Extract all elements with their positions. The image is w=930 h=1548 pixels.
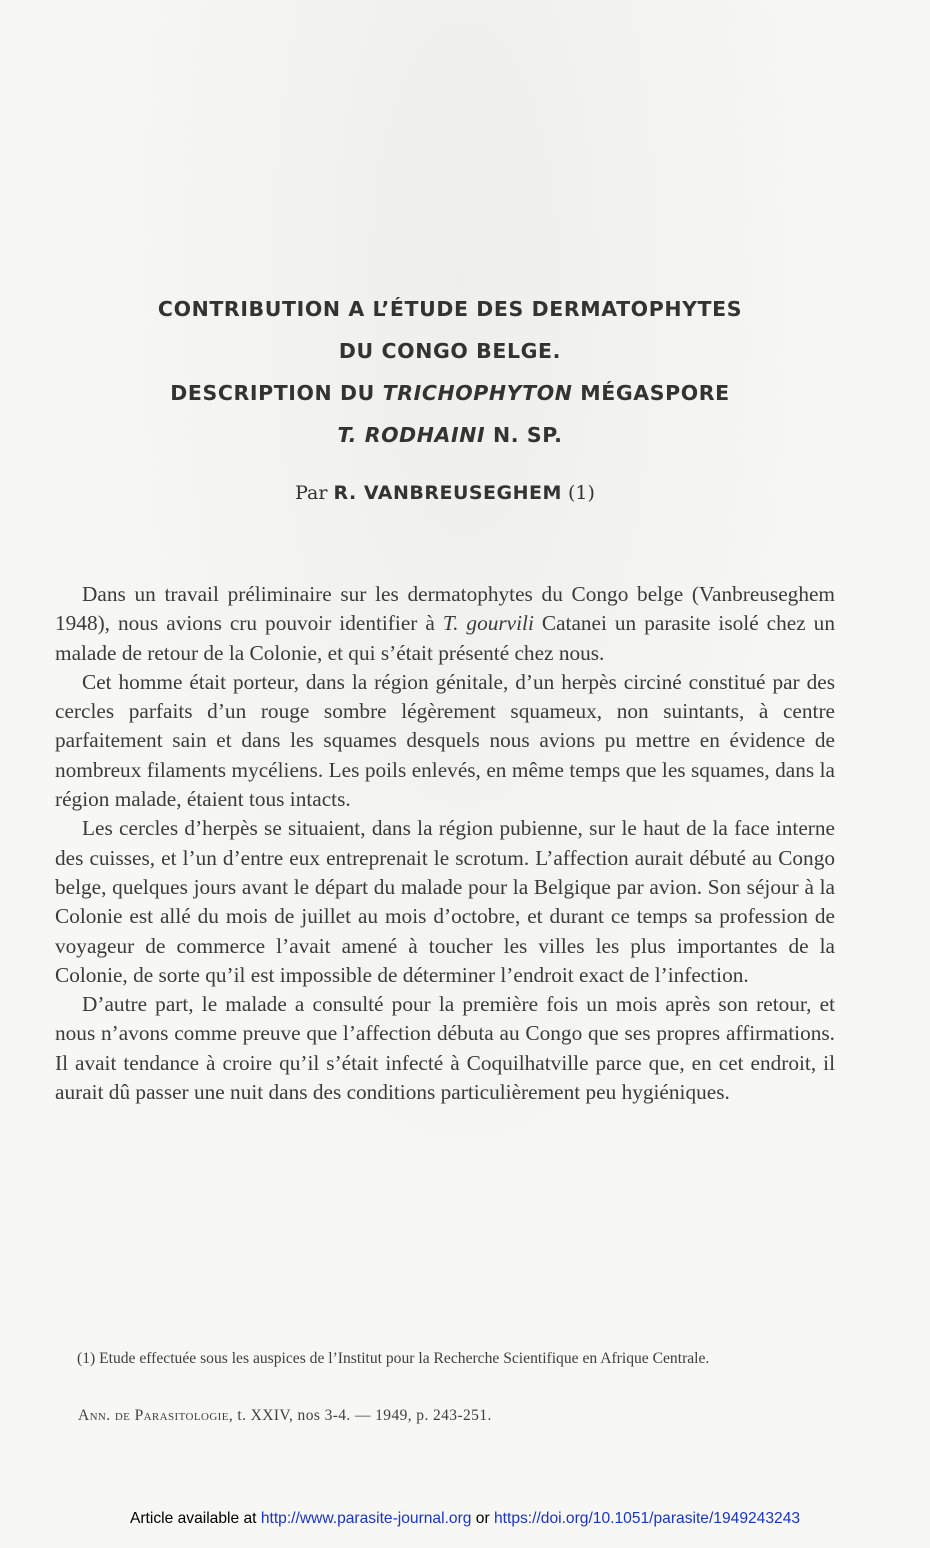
title-species: T. RODHAINI <box>337 423 486 447</box>
title-line-3-end: MÉGASPORE <box>572 381 730 405</box>
journal-details: , t. XXIV, nos 3-4. — 1949, p. 243-251. <box>228 1407 492 1424</box>
paragraph-1-start: Dans un travail préliminaire sur les dermatophytes du Congo belge (Vanbreuseghem 1948), nous avions cru pouvoir identifier à <box>55 582 835 636</box>
author-name: R. VANBREUSEGHEM <box>333 482 562 504</box>
title-line-2: DU CONGO BELGE. <box>338 339 562 363</box>
availability-notice <box>0 1510 930 1528</box>
title-line-3 <box>60 372 840 414</box>
footnote: (1) Etude effectuée sous les auspices de l’Institut pour la Recherche Scientifique en Afrique Centrale. <box>77 1350 710 1367</box>
article-title <box>60 288 840 456</box>
journal-name: Ann. de Parasitologie <box>78 1407 229 1424</box>
title-line-4 <box>60 414 840 456</box>
author-line <box>0 482 890 504</box>
availability-prefix: Article available at <box>129 1510 261 1527</box>
title-line-4-end: N. SP. <box>485 423 563 447</box>
paragraph-4: D’autre part, le malade a consulté pour la première fois un mois après son retour, et nous n’avons comme preuve que l’affection débuta au Congo que ses propres affirmations. Il avait tendance à croire qu’il s’était infecté à Coquilhatville parce que, en cet endroit, il aurait dû passer une nuit dans des conditions particulièrement peu hygiéniques. <box>55 992 835 1105</box>
journal-reference <box>78 1407 838 1425</box>
article-body <box>55 580 835 1107</box>
species-name: T. gourvili <box>442 611 534 636</box>
paragraph-3: Les cercles d’herpès se situaient, dans la région pubienne, sur le haut de la face interne des cuisses, et l’un d’entre eux entreprenait le scrotum. L’affection aurait débuté au Congo belge, quelques jours avant le départ du malade pour la Belgique par avion. Son séjour à la Colonie est allé du mois de juillet au mois d’octobre, et durant ce temps sa profession de voyageur de commerce l’avait amené à toucher les villes les plus importantes de la Colonie, de sorte qu’il est impossible de déterminer l’endroit exact de l’infection. <box>55 816 835 987</box>
title-line-3-start: DESCRIPTION DU <box>170 381 383 405</box>
availability-middle: or <box>471 1510 494 1527</box>
author-footnote-mark: (1) <box>561 482 595 504</box>
paragraph-1 <box>55 580 835 668</box>
paragraph-2: Cet homme était porteur, dans la région génitale, d’un herpès circiné constitué par des cercles parfaits d’un rouge sombre légèrement squameux, non suintants, à centre parfaitement sain et dans les squames desquels nous avions pu mettre en évidence de nombreux filaments mycéliens. Les poils enlevés, en même temps que les squames, dans la région malade, étaient tous intacts. <box>55 669 835 812</box>
title-genus: TRICHOPHYTON <box>382 381 573 405</box>
journal-link[interactable]: http://www.parasite-journal.org <box>260 1510 472 1527</box>
doi-link[interactable]: https://doi.org/10.1051/parasite/1949243243 <box>493 1510 801 1527</box>
author-prefix: Par <box>295 482 334 504</box>
paragraph-1-end: Catanei un parasite isolé chez un malade de retour de la Colonie, et qui s’était présenté chez nous. <box>55 611 835 665</box>
title-line-1: CONTRIBUTION A L’ÉTUDE DES DERMATOPHYTES <box>157 297 743 321</box>
